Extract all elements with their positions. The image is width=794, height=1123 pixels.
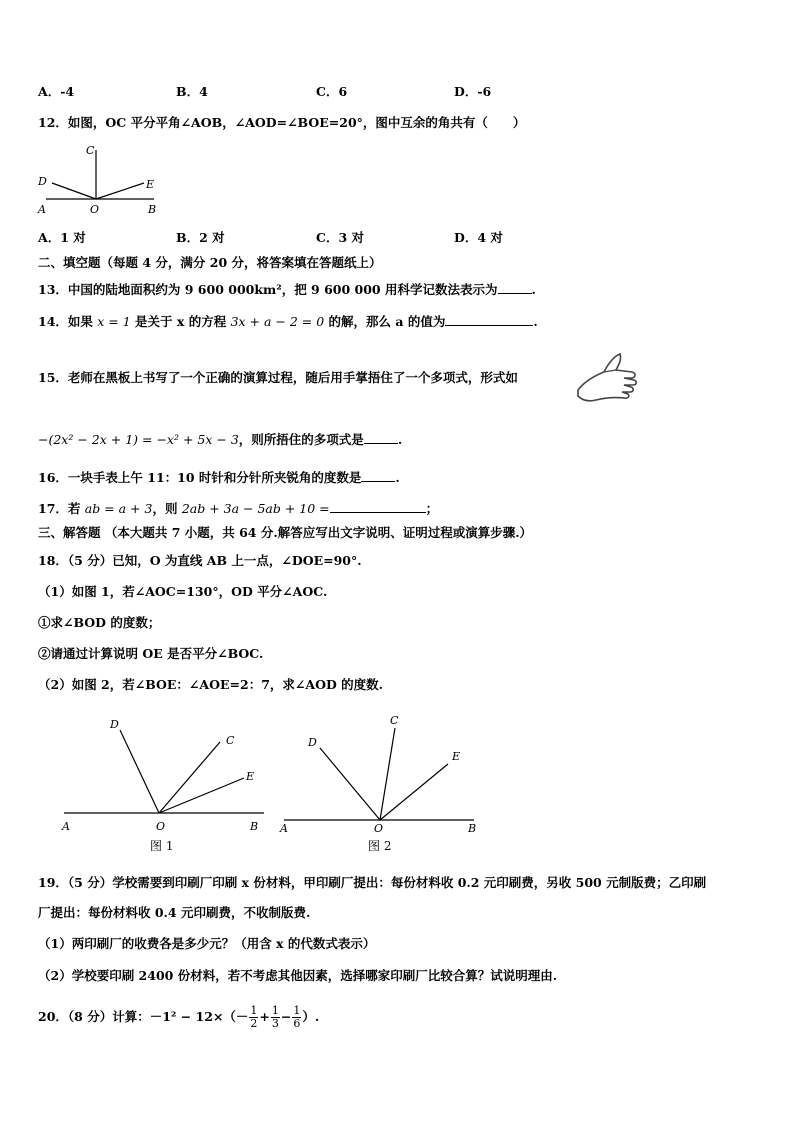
fig1-label-o: O [156, 820, 166, 833]
q16-text: 16．一块手表上午 11：10 时针和分针所夹锐角的度数是 [38, 470, 362, 485]
q18-part2: （2）如图 2，若∠BOE：∠AOE=2：7，求∠AOD 的度数. [38, 677, 383, 692]
q12-option-b: B．2 对 [176, 230, 225, 245]
q20-fraction-1: $\frac{1}{2}$ [250, 1004, 258, 1030]
q12-option-d: D．4 对 [454, 230, 503, 245]
q15-end: . [397, 432, 403, 447]
q12-label-b: B [148, 203, 157, 216]
q15-answer-blank [364, 431, 398, 444]
q11-option-a: A．-4 [38, 84, 75, 99]
q12-label-a: A [38, 203, 46, 216]
fig1-label-c: C [226, 734, 235, 747]
q13-answer-blank [498, 281, 532, 294]
q12-label-e: E [146, 178, 155, 191]
q11-option-d: D．-6 [454, 84, 492, 99]
q14-mid: 是关于 x 的方程 [130, 314, 231, 329]
q20-pre: 20．（8 分）计算：－1² − 12×（－ [38, 1009, 249, 1024]
fig2-label-d: D [308, 736, 317, 749]
fig1-caption: 图 1 [150, 839, 174, 853]
q15-line2 [38, 431, 402, 448]
fig1-label-d: D [110, 718, 119, 731]
q18-stem: 18．（5 分）已知，O 为直线 AB 上一点，∠DOE=90°. [38, 553, 362, 568]
q12-figure [36, 140, 166, 220]
q18-part1a: ①求∠BOD 的度数； [38, 615, 161, 630]
q14-eq1: x = 1 [97, 314, 131, 329]
fig2-label-b: B [468, 822, 477, 835]
q12-label-d: D [38, 175, 47, 188]
q11-option-b: B．4 [176, 84, 208, 99]
q17-pre: 17．若 [38, 501, 85, 516]
q14-end: . [533, 314, 538, 329]
q14-pre: 14．如果 [38, 314, 98, 329]
fig1-label-e: E [246, 770, 255, 783]
q14-post: 的解，那么 a 的值为 [324, 314, 446, 329]
q17 [38, 500, 438, 517]
q18-figure-2 [276, 708, 496, 858]
q16-end: . [395, 470, 400, 485]
q15-line1: 15．老师在黑板上书写了一个正确的演算过程，随后用手掌捂住了一个多项式，形式如 [38, 370, 518, 385]
q11-option-c: C．6 [316, 84, 348, 99]
q14-eq2: 3x + a − 2 = 0 [230, 314, 325, 329]
q19-line2: 厂提出：每份材料收 0.4 元印刷费，不收制版费. [38, 905, 311, 920]
q19-line1: 19．（5 分）学校需要到印刷厂印刷 x 份材料，甲印刷厂提出：每份材料收 0.2 元印刷费，另收 500 元制版费；乙印刷 [38, 875, 707, 890]
q13-text: 13．中国的陆地面积约为 9 600 000km²，把 9 600 000 用科学记数法表示为 [38, 282, 498, 297]
q12-label-o: O [90, 203, 100, 216]
q19-part1: （1）两印刷厂的收费各是多少元？（用含 x 的代数式表示） [38, 936, 376, 951]
q12-option-c: C．3 对 [316, 230, 364, 245]
q17-end: ； [425, 501, 439, 516]
fig2-label-o: O [374, 822, 384, 835]
section-2-heading: 二、填空题（每题 4 分，满分 20 分，将答案填在答题纸上） [38, 255, 382, 270]
q16 [38, 469, 400, 486]
q19-part2: （2）学校要印刷 2400 份材料，若不考虑其他因素，选择哪家印刷厂比较合算？试说明理由. [38, 968, 558, 983]
q17-eq1: ab = a + 3 [84, 501, 153, 516]
q14 [38, 313, 538, 330]
q20-end: ）. [302, 1009, 320, 1024]
q13 [38, 281, 536, 298]
q18-part1b: ②请通过计算说明 OE 是否平分∠BOC. [38, 646, 264, 661]
fig2-label-e: E [452, 750, 461, 763]
q17-mid: ，则 [152, 501, 182, 516]
q15-line2-text: ，则所捂住的多项式是 [238, 432, 364, 447]
q20-fraction-2: $\frac{1}{3}$ [271, 1004, 279, 1030]
q17-answer-blank [330, 500, 426, 513]
q16-answer-blank [361, 469, 395, 482]
q20-fraction-3: $\frac{1}{6}$ [293, 1004, 301, 1030]
fig2-label-a: A [280, 822, 288, 835]
q20-plus: + [259, 1009, 270, 1024]
fig2-label-c: C [390, 714, 399, 727]
q12-option-a: A．1 对 [38, 230, 86, 245]
q18-figure-1 [56, 708, 276, 858]
fig1-label-a: A [62, 820, 70, 833]
q12-label-c: C [86, 144, 95, 157]
q15-expression: −(2x² − 2x + 1) = −x² + 5x − 3 [38, 432, 239, 447]
q14-answer-blank [445, 313, 533, 326]
q12-stem: 12．如图，OC 平分平角∠AOB，∠AOD=∠BOE=20°，图中互余的角共有（ ） [38, 115, 526, 130]
hand-icon [574, 350, 640, 406]
q20-minus: − [280, 1009, 292, 1024]
q20 [38, 1002, 319, 1032]
q17-eq2: 2ab + 3a − 5ab + 10 = [181, 501, 330, 516]
q13-end: . [531, 282, 536, 297]
q18-part1: （1）如图 1，若∠AOC=130°，OD 平分∠AOC. [38, 584, 328, 599]
section-3-heading: 三、解答题 （本大题共 7 小题，共 64 分.解答应写出文字说明、证明过程或演算步骤.） [38, 525, 533, 540]
fig1-label-b: B [250, 820, 259, 833]
fig2-caption: 图 2 [368, 839, 392, 853]
